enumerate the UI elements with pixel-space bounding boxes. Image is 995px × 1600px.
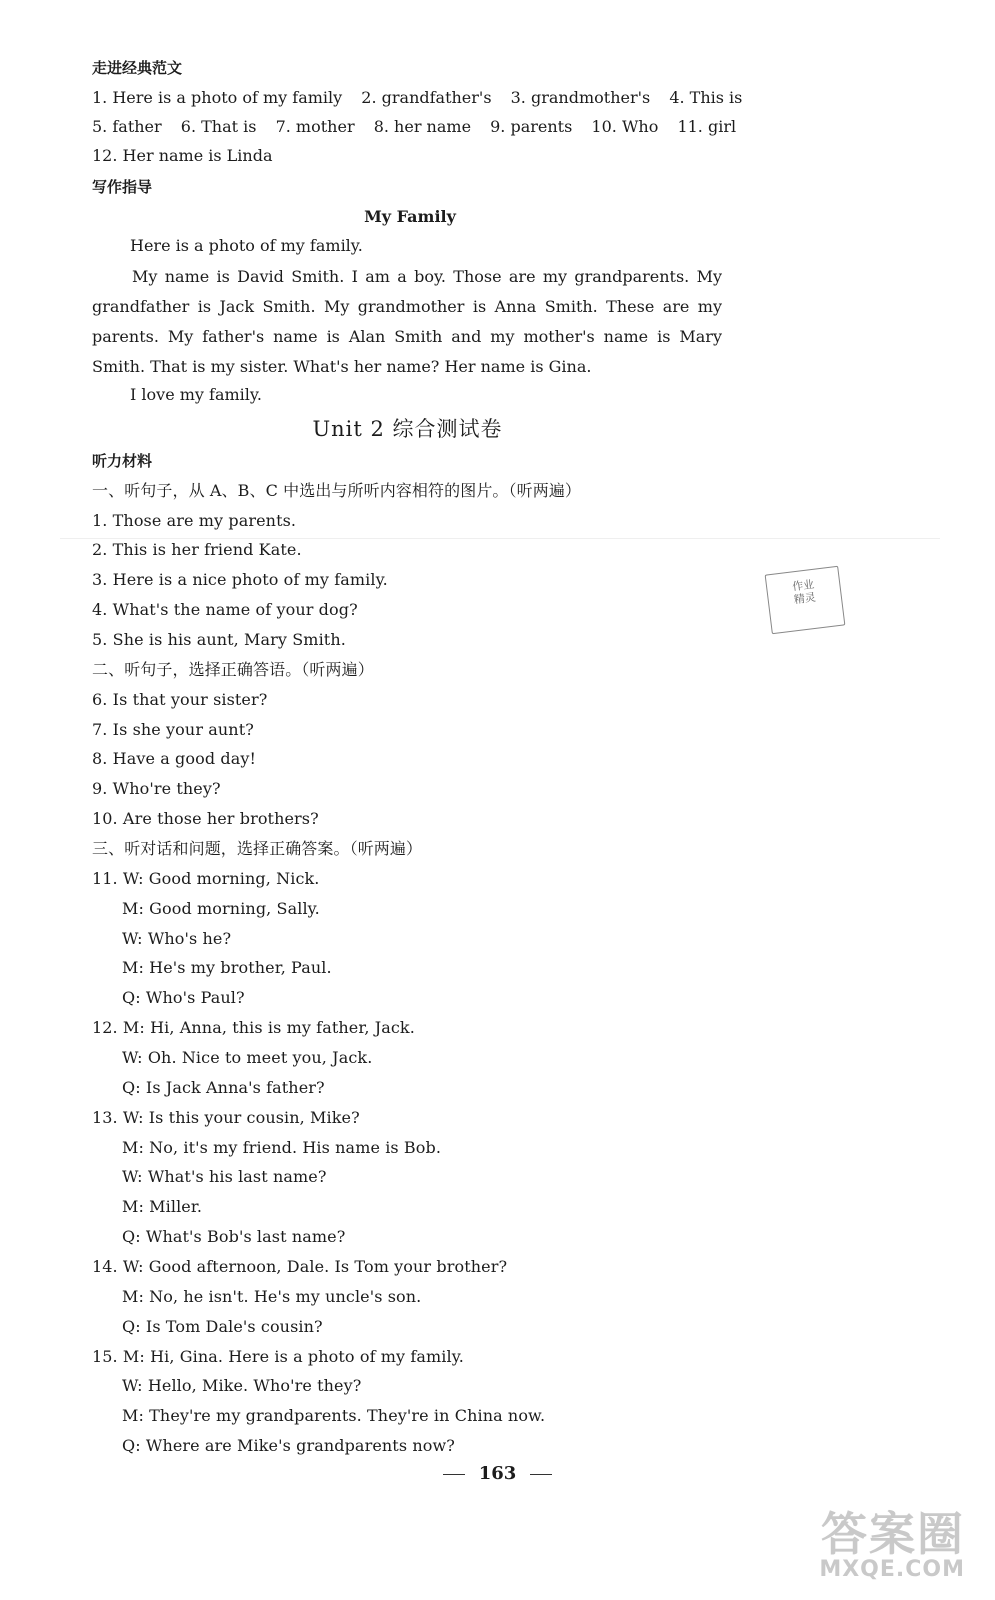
list-item: 6. Is that your sister? (92, 690, 268, 709)
scan-line (60, 538, 940, 539)
stamp-text: 精灵 (793, 590, 817, 607)
part3-title: 三、听对话和问题，选择正确答案。（听两遍） (92, 839, 423, 858)
answer-row-1 (92, 88, 756, 108)
dialog-line: Q: Is Tom Dale's cousin? (122, 1317, 323, 1336)
dialog-line: W: Oh. Nice to meet you, Jack. (122, 1048, 373, 1067)
dialog-line: W: What's his last name? (122, 1167, 327, 1186)
watermark-logo (819, 1507, 965, 1582)
dialog-line: 12. M: Hi, Anna, this is my father, Jack. (92, 1018, 415, 1037)
watermark-url: MXQE.COM (819, 1557, 965, 1582)
stamp-text: 作业 (791, 577, 815, 594)
part1-title: 一、听句子，从 A、B、C 中选出与所听内容相符的图片。（听两遍） (92, 481, 582, 500)
dialog-line: M: Good morning, Sally. (122, 899, 320, 918)
answer-row-2 (92, 117, 750, 137)
dialog-line: Q: Is Jack Anna's father? (122, 1078, 325, 1097)
list-item: 4. What's the name of your dog? (92, 600, 358, 619)
section-heading-listening: 听力材料 (92, 452, 153, 470)
answer-item: 10. Who (591, 117, 659, 136)
dialog-line: M: No, it's my friend. His name is Bob. (122, 1138, 442, 1157)
section-heading-model-essay: 走进经典范文 (92, 59, 183, 77)
watermark-text: 答案圈 (821, 1507, 965, 1561)
essay-paragraph-2: My name is David Smith. I am a boy. Those are my grandparents. My grandfather is Jack Smith. My grandmother is Anna Smith. These are my parents. My father's name is Alan Smith and my mother's name is Mary Smith. That is my sister. What's her name? Her name is Gina. (92, 267, 722, 376)
answer-item: 4. This is (669, 88, 743, 107)
dialog-line: W: Who's he? (122, 929, 232, 948)
part2-title: 二、听句子，选择正确答语。（听两遍） (92, 660, 374, 679)
dialog-line: Q: Where are Mike's grandparents now? (122, 1436, 455, 1455)
dialog-line: W: Hello, Mike. Who're they? (122, 1376, 362, 1395)
page-number: 163 (0, 1462, 995, 1486)
homework-stamp (765, 566, 846, 635)
dialog-line: 11. W: Good morning, Nick. (92, 869, 320, 888)
dialog-line: Q: Who's Paul? (122, 988, 245, 1007)
answer-item: 7. mother (275, 117, 355, 136)
list-item: 7. Is she your aunt? (92, 720, 254, 739)
list-item: 2. This is her friend Kate. (92, 540, 302, 559)
answer-item: 11. girl (677, 117, 737, 136)
answer-item: 1. Here is a photo of my family (92, 88, 343, 107)
dialog-line: 14. W: Good afternoon, Dale. Is Tom your brother? (92, 1257, 508, 1276)
list-item: 9. Who're they? (92, 779, 221, 798)
dialog-line: M: Miller. (122, 1197, 203, 1216)
essay-paragraph-3: I love my family. (130, 385, 262, 404)
answer-item: 5. father (92, 117, 162, 136)
essay-title: My Family (364, 207, 456, 226)
dialog-line: M: They're my grandparents. They're in China now. (122, 1406, 546, 1425)
dialog-line: 13. W: Is this your cousin, Mike? (92, 1108, 360, 1127)
list-item: 8. Have a good day! (92, 749, 257, 768)
list-item: 3. Here is a nice photo of my family. (92, 570, 388, 589)
answer-item: 6. That is (180, 117, 257, 136)
dialog-line: M: No, he isn't. He's my uncle's son. (122, 1287, 422, 1306)
list-item: 1. Those are my parents. (92, 511, 297, 530)
list-item: 5. She is his aunt, Mary Smith. (92, 630, 346, 649)
essay-paragraph-1: Here is a photo of my family. (130, 236, 363, 255)
dialog-line: M: He's my brother, Paul. (122, 958, 332, 977)
answer-item: 2. grandfather's (361, 88, 492, 107)
dialog-line: Q: What's Bob's last name? (122, 1227, 346, 1246)
section-heading-writing-guide: 写作指导 (92, 178, 153, 196)
dialog-line: 15. M: Hi, Gina. Here is a photo of my family. (92, 1347, 464, 1366)
answer-item: 12. Her name is Linda (92, 146, 273, 165)
answer-item: 9. parents (490, 117, 573, 136)
unit-title: Unit 2 综合测试卷 (312, 417, 503, 441)
answer-item: 3. grandmother's (510, 88, 651, 107)
answer-item: 8. her name (373, 117, 472, 136)
list-item: 10. Are those her brothers? (92, 809, 319, 828)
answer-row-3 (92, 146, 287, 166)
